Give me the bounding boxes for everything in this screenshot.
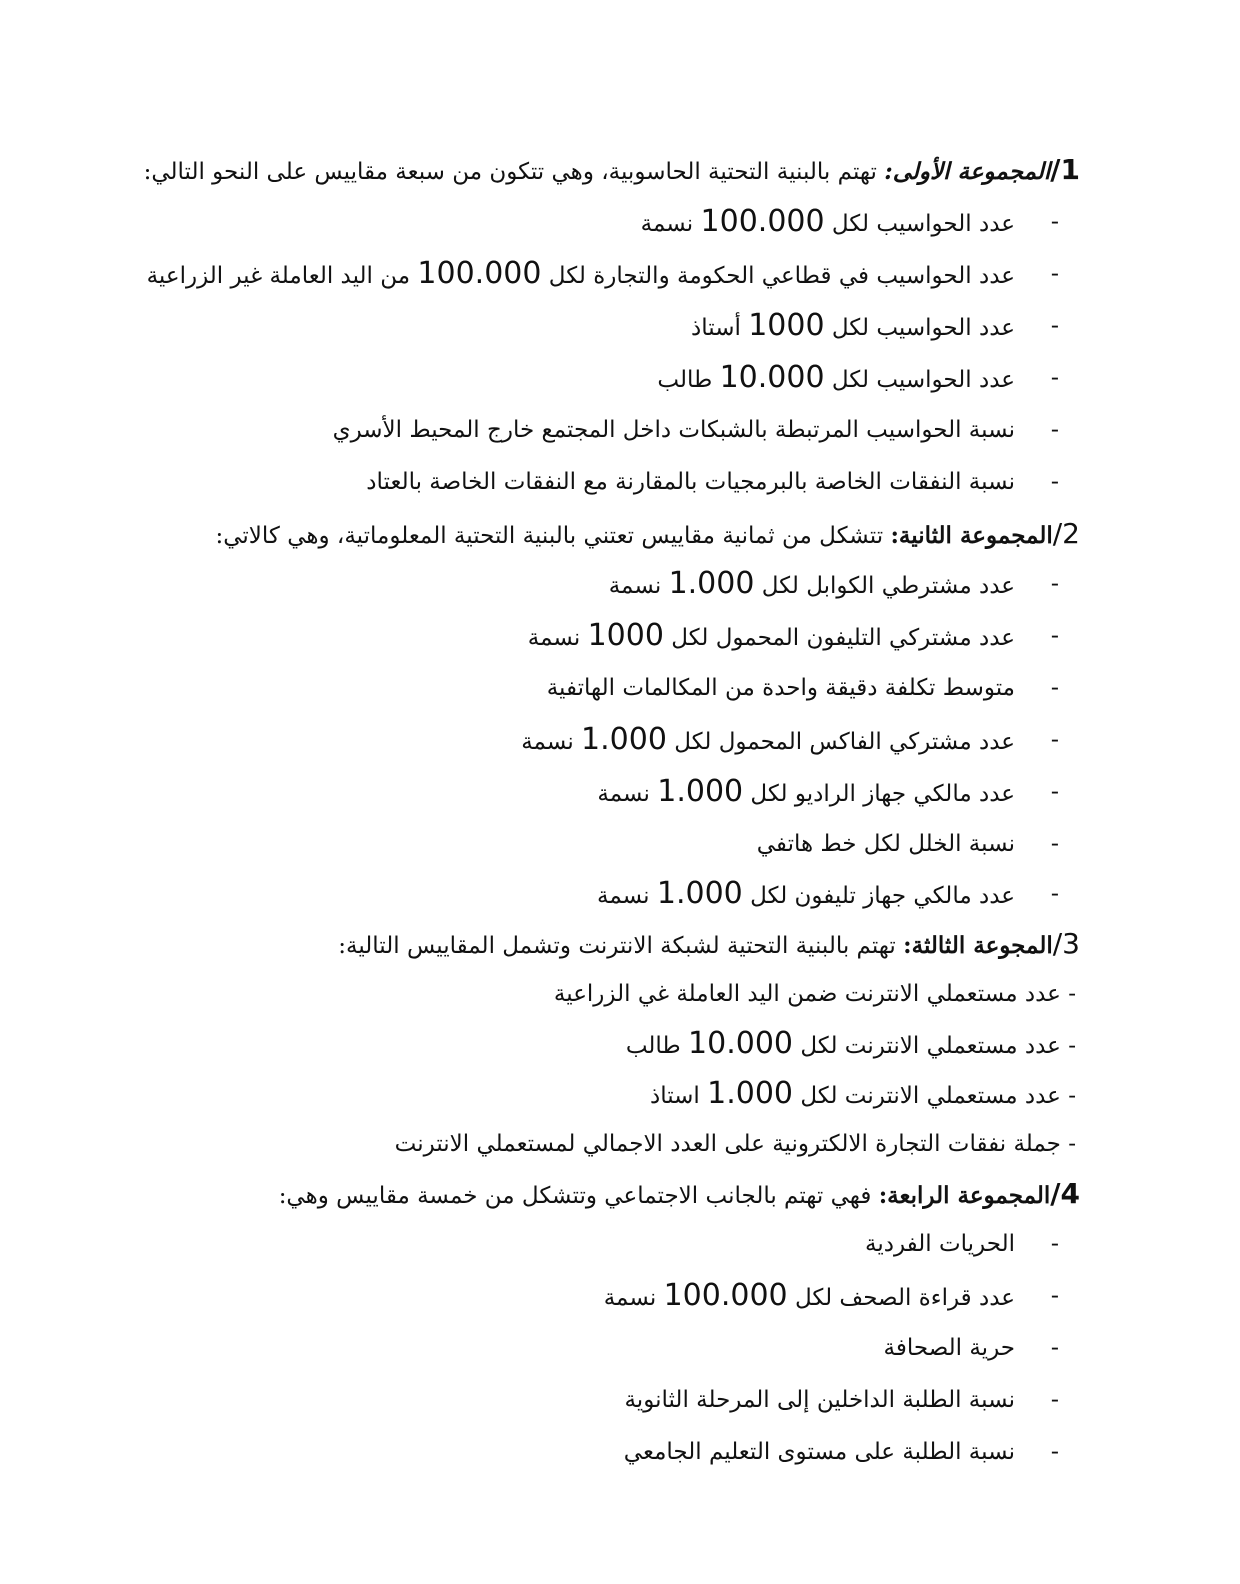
- bullet-dash: -: [1050, 831, 1059, 857]
- bullet-dash: -: [1050, 727, 1059, 753]
- list-item: - عدد مستعملي الانترنت ضمن اليد العاملة غي الزراعية: [553, 981, 1076, 1007]
- bullet-dash: -: [1050, 571, 1059, 597]
- list-item: - عدد مالكي جهاز الراديو لكل 1.000 نسمة: [597, 774, 1059, 809]
- bullet-dash: -: [1050, 365, 1059, 391]
- bullet-dash: -: [1050, 1231, 1059, 1257]
- group-2-number: 2/: [1052, 517, 1080, 550]
- group-1-label: المجموعة الأولى:: [884, 158, 1051, 185]
- group-3-description: تهتم بالبنية التحتية لشبكة الانترنت وتشمل المقاييس التالية:: [338, 933, 904, 959]
- bullet-dash: -: [1050, 779, 1059, 805]
- bullet-dash: -: [1050, 417, 1059, 443]
- bullet-dash: -: [1050, 1283, 1059, 1309]
- bullet-dash: -: [1050, 313, 1059, 339]
- bullet-dash: -: [1050, 881, 1059, 907]
- list-item: - عدد الحواسيب لكل 100.000 نسمة: [640, 204, 1059, 239]
- list-item: - عدد مشتركي الفاكس المحمول لكل 1.000 نسمة: [521, 722, 1059, 757]
- group-1-heading: [144, 152, 1080, 190]
- group-4-heading: [279, 1176, 1080, 1214]
- list-item: - عدد مشترطي الكوابل لكل 1.000 نسمة: [608, 566, 1059, 601]
- bullet-dash: -: [1050, 1439, 1059, 1465]
- list-item: - عدد الحواسيب لكل 1000 أستاذ: [691, 308, 1059, 343]
- group-4-number: 4/: [1050, 1177, 1080, 1210]
- bullet-dash: -: [1050, 469, 1059, 495]
- list-item: - جملة نفقات التجارة الالكترونية على العدد الاجمالي لمستعملي الانترنت: [394, 1131, 1076, 1157]
- list-item: - نسبة النفقات الخاصة بالبرمجيات بالمقارنة مع النفقات الخاصة بالعتاد: [366, 464, 1015, 500]
- list-item: - نسبة الخلل لكل خط هاتفي: [757, 826, 1015, 862]
- list-item: - عدد الحواسيب في قطاعي الحكومة والتجارة لكل 100.000 من اليد العاملة غير الزراعية: [146, 256, 1059, 291]
- group-3-number: 3/: [1052, 927, 1080, 960]
- group-2-heading: [215, 516, 1080, 554]
- list-item: - عدد الحواسيب لكل 10.000 طالب: [657, 360, 1059, 395]
- group-4-description: فهي تهتم بالجانب الاجتماعي وتتشكل من خمسة مقاييس وهي:: [278, 1183, 879, 1209]
- bullet-dash: -: [1050, 623, 1059, 649]
- group-3-heading: [338, 926, 1080, 964]
- list-item: - عدد مستعملي الانترنت لكل 10.000 طالب: [625, 1026, 1076, 1061]
- list-item: - عدد مالكي جهاز تليفون لكل 1.000 نسمة: [597, 876, 1059, 911]
- bullet-dash: -: [1050, 1387, 1059, 1413]
- list-item: - عدد مستعملي الانترنت لكل 1.000 استاذ: [649, 1076, 1076, 1111]
- list-item: - عدد قراءة الصحف لكل 100.000 نسمة: [603, 1278, 1059, 1313]
- bullet-dash: -: [1050, 209, 1059, 235]
- bullet-dash: -: [1050, 675, 1059, 701]
- group-1-description: تهتم بالبنية التحتية الحاسوبية، وهي تتكون من سبعة مقاييس على النحو التالي:: [143, 159, 885, 185]
- bullet-dash: -: [1050, 1335, 1059, 1361]
- group-3-label: المجوعة الثالثة:: [903, 932, 1053, 959]
- list-item: - متوسط تكلفة دقيقة واحدة من المكالمات الهاتفية: [547, 670, 1015, 706]
- list-item: - حرية الصحافة: [884, 1330, 1015, 1366]
- group-1-number: 1/: [1050, 153, 1080, 186]
- group-4-label: المجموعة الرابعة:: [878, 1182, 1051, 1209]
- group-2-description: تتشكل من ثمانية مقاييس تعتني بالبنية التحتية المعلوماتية، وهي كالاتي:: [215, 523, 891, 549]
- list-item: - نسبة الطلبة الداخلين إلى المرحلة الثانوية: [624, 1382, 1015, 1418]
- list-item: - نسبة الحواسيب المرتبطة بالشبكات داخل المجتمع خارج المحيط الأسري: [333, 412, 1015, 448]
- list-item: - نسبة الطلبة على مستوى التعليم الجامعي: [624, 1434, 1015, 1470]
- list-item: - عدد مشتركي التليفون المحمول لكل 1000 نسمة: [527, 618, 1059, 653]
- list-item: - الحريات الفردية: [865, 1226, 1015, 1262]
- group-2-label: المجموعة الثانية:: [890, 522, 1053, 549]
- bullet-dash: -: [1050, 261, 1059, 287]
